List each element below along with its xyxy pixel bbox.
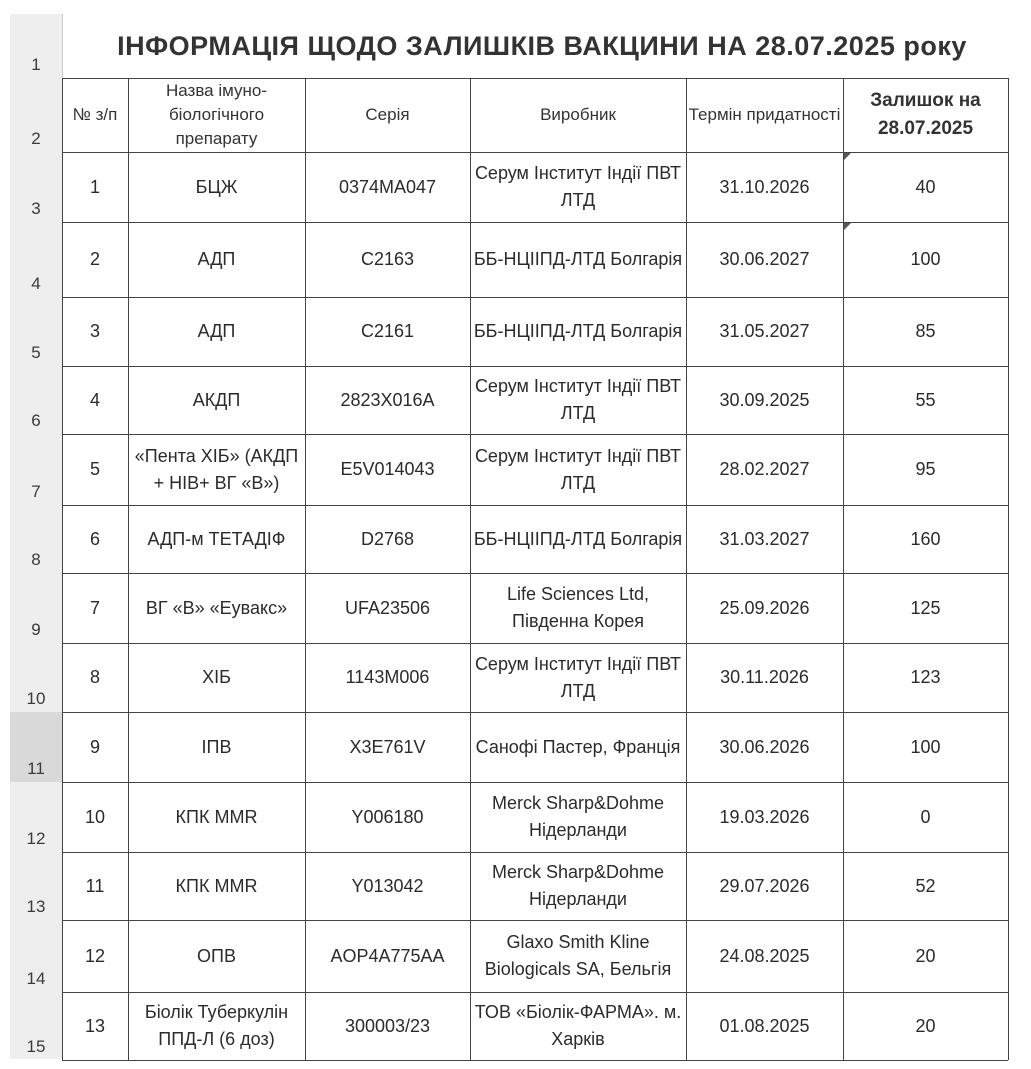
sheet-title: ІНФОРМАЦІЯ ЩОДО ЗАЛИШКІВ ВАКЦИНИ НА 28.07.2025 року [117,31,967,61]
cell-manufacturer[interactable]: ББ-НЦІІПД-ЛТД Болгарія [473,249,683,269]
row-number-7[interactable]: 7 [31,482,41,501]
cell-series[interactable]: 1143M006 [345,667,430,687]
cell-manufacturer[interactable]: ББ-НЦІІПД-ЛТД Болгарія [473,321,683,341]
cell-series[interactable]: AOP4A775AA [330,945,445,966]
cell-num[interactable]: 1 [89,176,100,197]
cell-name[interactable]: Біолік Туберкулін ППД-Л (6 доз) [144,1002,289,1049]
cell-name[interactable]: ВГ «В» «Еувакс» [145,597,288,618]
cell-manufacturer[interactable]: ТОВ «Біолік-ФАРМА». м. Харків [474,1002,682,1049]
cell-expiry[interactable]: 31.10.2026 [719,176,810,197]
cell-expiry[interactable]: 30.11.2026 [720,667,809,687]
cell-name[interactable]: ОПВ [197,945,236,966]
cell-manufacturer[interactable]: Серум Інститут Індії ПВТ ЛТД [474,376,682,423]
row-number-8[interactable]: 8 [31,550,41,569]
row-number-11[interactable]: 11 [10,712,62,782]
cell-remainder[interactable]: 40 [915,176,936,197]
cell-manufacturer[interactable]: Merck Sharp&Dohme Нідерланди [491,793,665,840]
column-border [62,78,63,1060]
cell-expiry[interactable]: 28.02.2027 [719,459,810,479]
cell-manufacturer[interactable]: Glaxo Smith Kline Biologicals SA, Бельгія [484,932,672,979]
cell-name[interactable]: «Пента ХІБ» (АКДП + HIB+ ВГ «В») [134,445,299,493]
cell-manufacturer[interactable]: Merck Sharp&Dohme Нідерланди [491,862,665,909]
row-number-3[interactable]: 3 [31,199,41,218]
header-num[interactable]: № з/п [72,105,118,124]
cell-remainder[interactable]: 123 [910,667,941,687]
row-border [62,1060,1008,1061]
cell-series[interactable]: E5V014043 [340,459,435,479]
cell-expiry[interactable]: 30.06.2027 [719,249,810,269]
cell-series[interactable]: Y006180 [351,806,424,827]
row-number-4[interactable]: 4 [31,274,41,293]
cell-expiry[interactable]: 30.09.2025 [719,389,810,410]
cell-remainder[interactable]: 52 [915,875,936,896]
row-number-10[interactable]: 10 [26,689,46,708]
column-border [128,78,129,1060]
cell-expiry[interactable]: 31.05.2027 [719,321,810,341]
cell-series[interactable]: 300003/23 [344,1015,431,1036]
comment-marker-icon[interactable] [844,153,851,160]
cell-num[interactable]: 7 [89,597,100,618]
cell-remainder[interactable]: 0 [920,806,931,827]
cell-name[interactable]: АДП [197,249,236,269]
row-number-2[interactable]: 2 [31,129,41,148]
cell-remainder[interactable]: 125 [910,597,941,618]
cell-remainder[interactable]: 55 [915,389,936,410]
cell-name[interactable]: АДП-м ТЕТАДІФ [147,528,286,549]
cell-remainder[interactable]: 100 [910,736,941,757]
cell-name[interactable]: АКДП [192,389,241,410]
row-number-12[interactable]: 12 [26,829,46,848]
header-expiry[interactable]: Термін придатності [688,105,841,124]
row-number-5[interactable]: 5 [31,343,41,362]
row-number-13[interactable]: 13 [26,897,46,916]
cell-series[interactable]: Y013042 [351,875,424,896]
row-number-1[interactable]: 1 [31,55,41,74]
column-border [305,78,306,1060]
cell-series[interactable]: 2823X016A [340,389,435,410]
cell-num[interactable]: 3 [89,321,100,341]
cell-num[interactable]: 12 [84,945,106,966]
column-border [1008,78,1009,1060]
cell-remainder[interactable]: 100 [910,249,941,269]
cell-num[interactable]: 8 [89,667,100,687]
cell-num[interactable]: 9 [89,736,100,757]
header-remainder[interactable]: Залишок на 28.07.2025 [870,90,981,139]
cell-remainder[interactable]: 20 [915,1015,936,1036]
cell-expiry[interactable]: 30.06.2026 [719,736,810,757]
cell-expiry[interactable]: 01.08.2025 [719,1015,810,1036]
cell-manufacturer[interactable]: Серум Інститут Індії ПВТ ЛТД [474,653,682,701]
row-number-9[interactable]: 9 [31,620,41,639]
cell-series[interactable]: C2161 [360,321,415,341]
cell-num[interactable]: 4 [89,389,100,410]
cell-num[interactable]: 2 [89,249,100,269]
comment-marker-icon[interactable] [844,223,851,230]
cell-name[interactable]: БЦЖ [195,176,238,197]
cell-remainder[interactable]: 20 [915,945,936,966]
header-name[interactable]: Назва імуно-біологічного препарату [165,81,267,148]
cell-num[interactable]: 13 [84,1015,106,1036]
column-border [470,78,471,1060]
cell-num[interactable]: 5 [89,459,100,479]
cell-expiry[interactable]: 31.03.2027 [719,528,810,549]
cell-remainder[interactable]: 160 [910,528,941,549]
cell-manufacturer[interactable]: Санофі Пастер, Франція [475,736,681,757]
cell-series[interactable]: C2163 [360,249,415,269]
header-series[interactable]: Серія [365,105,410,124]
cell-manufacturer[interactable]: ББ-НЦІІПД-ЛТД Болгарія [473,528,683,549]
row-number-14[interactable]: 14 [26,969,46,988]
cell-series[interactable]: UFA23506 [344,597,431,618]
cell-expiry[interactable]: 19.03.2026 [719,806,810,827]
cell-manufacturer[interactable]: Life Sciences Ltd, Південна Корея [506,584,650,631]
cell-expiry[interactable]: 24.08.2025 [719,945,810,966]
cell-remainder[interactable]: 95 [915,459,936,479]
cell-name[interactable]: ІПВ [201,736,232,757]
row-number-6[interactable]: 6 [31,411,41,430]
cell-series[interactable]: D2768 [360,528,415,549]
cell-name[interactable]: КПК MMR [175,875,258,896]
cell-num[interactable]: 11 [85,875,105,896]
cell-manufacturer[interactable]: Серум Інститут Індії ПВТ ЛТД [474,445,682,493]
cell-num[interactable]: 6 [89,528,100,549]
cell-num[interactable]: 10 [84,806,106,827]
column-border [686,78,687,1060]
cell-remainder[interactable]: 85 [915,321,936,341]
cell-expiry[interactable]: 29.07.2026 [719,875,810,896]
cell-manufacturer[interactable]: Серум Інститут Індії ПВТ ЛТД [474,163,682,210]
cell-series[interactable]: X3E761V [349,736,426,757]
row-number-15[interactable]: 15 [26,1037,46,1056]
cell-name[interactable]: АДП [197,321,236,341]
cell-name[interactable]: ХІБ [202,667,231,687]
cell-expiry[interactable]: 25.09.2026 [719,597,810,618]
cell-name[interactable]: КПК MMR [175,806,258,827]
header-manufacturer[interactable]: Виробник [540,105,616,124]
cell-series[interactable]: 0374MA047 [338,176,437,197]
